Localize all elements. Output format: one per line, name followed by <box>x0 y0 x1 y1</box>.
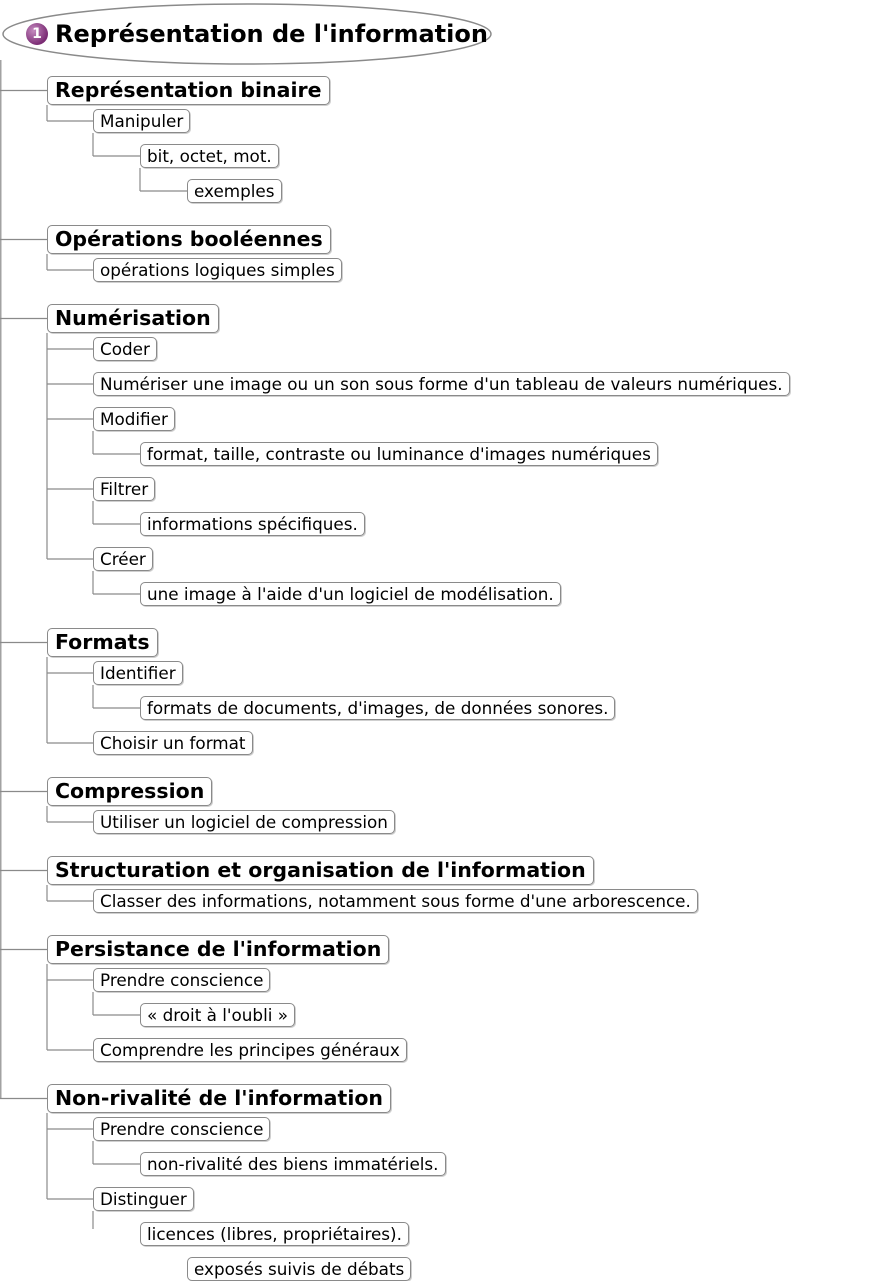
number-one-badge-icon: 1 <box>26 23 48 45</box>
subtopic-node[interactable]: licences (libres, propriétaires). <box>140 1222 409 1246</box>
subtopic-node[interactable]: opérations logiques simples <box>93 258 342 282</box>
subtopic-node[interactable]: Modifier <box>93 407 175 431</box>
subtopic-node[interactable]: format, taille, contraste ou luminance d'images numériques <box>140 442 658 466</box>
topic-node[interactable]: Structuration et organisation de l'information <box>47 856 594 885</box>
subtopic-node[interactable]: exposés suivis de débats <box>187 1257 411 1281</box>
subtopic-node[interactable]: informations spécifiques. <box>140 512 365 536</box>
subtopic-node[interactable]: Numériser une image ou un son sous forme d'un tableau de valeurs numériques. <box>93 372 790 396</box>
subtopic-node[interactable]: « droit à l'oubli » <box>140 1003 295 1027</box>
root-title: Représentation de l'information <box>55 20 488 48</box>
topic-node[interactable]: Formats <box>47 628 158 657</box>
subtopic-node[interactable]: Prendre conscience <box>93 968 270 992</box>
subtopic-node[interactable]: Filtrer <box>93 477 155 501</box>
subtopic-node[interactable]: Coder <box>93 337 157 361</box>
subtopic-node[interactable]: Manipuler <box>93 109 190 133</box>
topic-node[interactable]: Représentation binaire <box>47 76 330 105</box>
subtopic-node[interactable]: Distinguer <box>93 1187 194 1211</box>
topic-node[interactable]: Compression <box>47 777 212 806</box>
topic-node[interactable]: Persistance de l'information <box>47 935 389 964</box>
subtopic-node[interactable]: Utiliser un logiciel de compression <box>93 810 395 834</box>
subtopic-node[interactable]: Choisir un format <box>93 731 253 755</box>
topic-node[interactable]: Numérisation <box>47 304 219 333</box>
subtopic-node[interactable]: exemples <box>187 179 282 203</box>
subtopic-node[interactable]: Classer des informations, notamment sous forme d'une arborescence. <box>93 889 698 913</box>
topic-node[interactable]: Opérations booléennes <box>47 225 331 254</box>
subtopic-node[interactable]: formats de documents, d'images, de données sonores. <box>140 696 615 720</box>
subtopic-node[interactable]: Créer <box>93 547 153 571</box>
subtopic-node[interactable]: Identifier <box>93 661 183 685</box>
subtopic-node[interactable]: une image à l'aide d'un logiciel de modélisation. <box>140 582 561 606</box>
subtopic-node[interactable]: bit, octet, mot. <box>140 144 279 168</box>
topic-node[interactable]: Non-rivalité de l'information <box>47 1084 391 1113</box>
subtopic-node[interactable]: non-rivalité des biens immatériels. <box>140 1152 446 1176</box>
subtopic-node[interactable]: Prendre conscience <box>93 1117 270 1141</box>
subtopic-node[interactable]: Comprendre les principes généraux <box>93 1038 407 1062</box>
